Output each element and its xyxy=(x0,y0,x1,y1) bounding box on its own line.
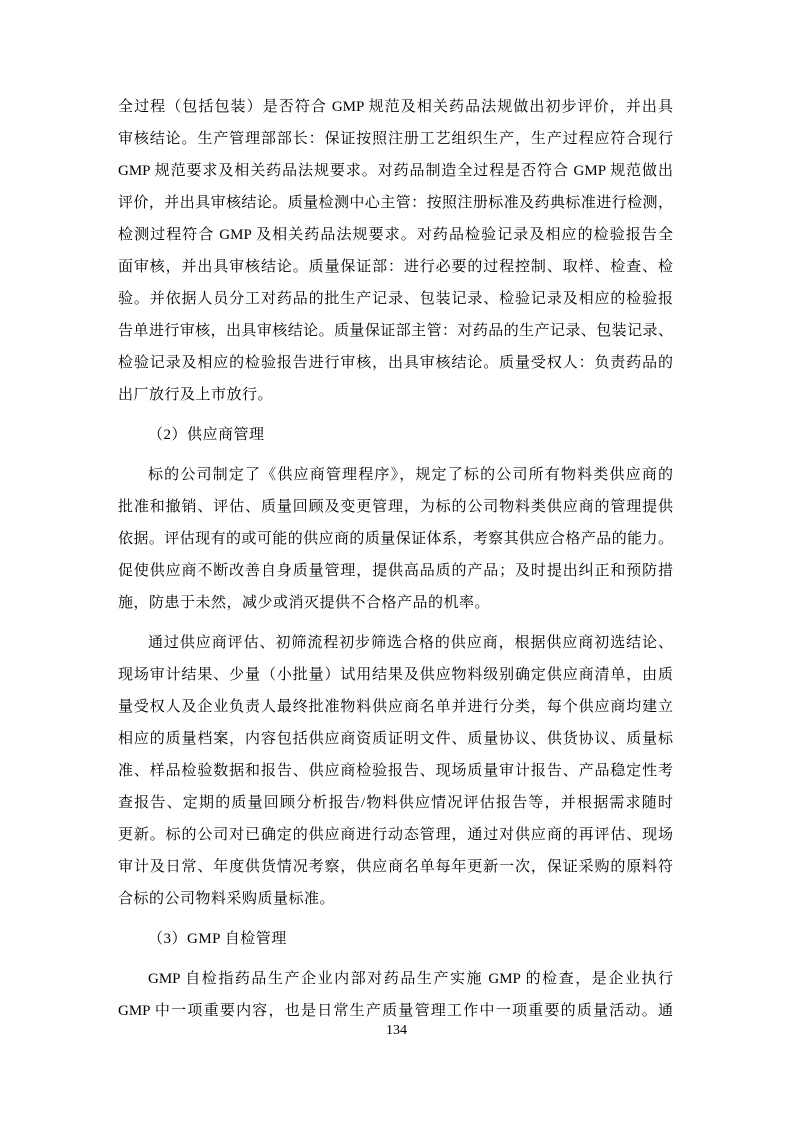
text-line: 全过程（包括包装）是否符合 GMP 规范及相关药品法规做出初步评价，并出具 xyxy=(118,99,673,115)
section-heading xyxy=(118,419,673,451)
text-line: 更新。标的公司对已确定的供应商进行动态管理，通过对供应商的再评估、现场 xyxy=(118,827,673,843)
text-line: 施，防患于未然，减少或消灭提供不合格产品的机率。 xyxy=(118,595,491,611)
paragraph xyxy=(118,91,673,411)
section-heading xyxy=(118,923,673,955)
text-line: 标的公司制定了《供应商管理程序》，规定了标的公司所有物料类供应商的 xyxy=(148,467,673,483)
text-line: GMP 自检指药品生产企业内部对药品生产实施 GMP 的检查，是企业执行 xyxy=(148,971,673,987)
text-line: 通过供应商评估、初筛流程初步筛选合格的供应商，根据供应商初选结论、 xyxy=(148,635,673,651)
text-line: 依据。评估现有的或可能的供应商的质量保证体系，考察其供应合格产品的能力。 xyxy=(118,531,673,547)
text-line: 面审核，并出具审核结论。质量保证部：进行必要的过程控制、取样、检查、检 xyxy=(118,259,673,275)
text-line: 检验记录及相应的检验报告进行审核，出具审核结论。质量受权人：负责药品的 xyxy=(118,355,673,371)
text-line: 检测过程符合 GMP 及相关药品法规要求。对药品检验记录及相应的检验报告全 xyxy=(118,227,673,243)
text-line: 量受权人及企业负责人最终批准物料供应商名单并进行分类，每个供应商均建立 xyxy=(118,699,673,715)
text-line: 准、样品检验数据和报告、供应商检验报告、现场质量审计报告、产品稳定性考 xyxy=(118,763,673,779)
paragraph xyxy=(118,963,673,1027)
text-line: 查报告、定期的质量回顾分析报告/物料供应情况评估报告等，并根据需求随时 xyxy=(118,795,673,811)
text-line: 现场审计结果、少量（小批量）试用结果及供应物料级别确定供应商清单，由质 xyxy=(118,667,673,683)
paragraph xyxy=(118,627,673,915)
document-body xyxy=(118,91,673,1027)
text-line: 合标的公司物料采购质量标准。 xyxy=(118,891,336,907)
text-line: 审计及日常、年度供货情况考察，供应商名单每年更新一次，保证采购的原料符 xyxy=(118,859,673,875)
text-line: 审核结论。生产管理部部长：保证按照注册工艺组织生产，生产过程应符合现行 xyxy=(118,131,673,147)
page-number: 134 xyxy=(386,1023,407,1038)
paragraph xyxy=(118,459,673,619)
text-line: GMP 中一项重要内容，也是日常生产质量管理工作中一项重要的质量活动。通 xyxy=(118,1003,673,1019)
text-line: 出厂放行及上市放行。 xyxy=(118,387,274,403)
text-line: 验。并依据人员分工对药品的批生产记录、包装记录、检验记录及相应的检验报 xyxy=(118,291,673,307)
text-line: （2）供应商管理 xyxy=(148,427,265,443)
text-line: GMP 规范要求及相关药品法规要求。对药品制造全过程是否符合 GMP 规范做出 xyxy=(118,163,673,179)
text-line: 告单进行审核，出具审核结论。质量保证部主管：对药品的生产记录、包装记录、 xyxy=(118,323,673,339)
text-line: 评价，并出具审核结论。质量检测中心主管：按照注册标准及药典标准进行检测， xyxy=(118,195,673,211)
text-line: （3）GMP 自检管理 xyxy=(148,931,287,947)
text-line: 相应的质量档案，内容包括供应商资质证明文件、质量协议、供货协议、质量标 xyxy=(118,731,673,747)
text-line: 促使供应商不断改善自身质量管理，提供高品质的产品；及时提出纠正和预防措 xyxy=(118,563,673,579)
text-line: 批准和撤销、评估、质量回顾及变更管理，为标的公司物料类供应商的管理提供 xyxy=(118,499,673,515)
